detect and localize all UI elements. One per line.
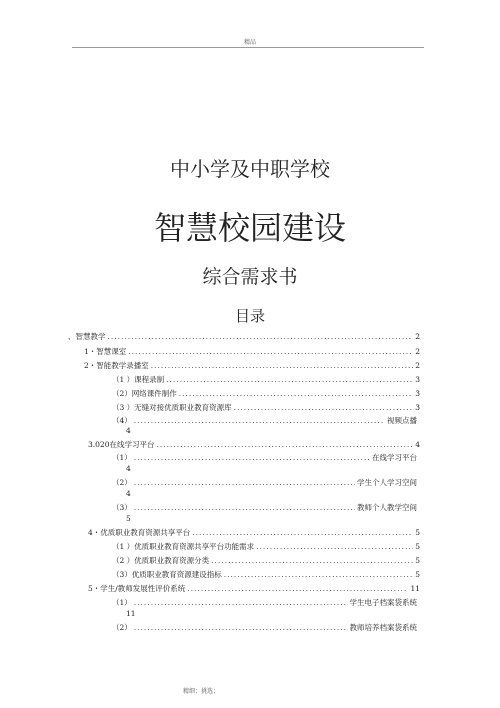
toc-entry-page: 2: [415, 347, 420, 356]
title-line-3: 综合需求书: [202, 266, 298, 288]
toc-leader: [234, 403, 414, 412]
toc-entry[interactable]: [112, 541, 420, 553]
page-header: 精品: [243, 39, 256, 46]
toc-entry-title: 学生个人学习空间: [357, 478, 417, 487]
toc-entry[interactable]: [112, 502, 417, 514]
toc-entry-page: 5: [415, 556, 420, 565]
toc-entry[interactable]: [112, 597, 417, 609]
toc-leader: [256, 542, 413, 551]
toc-title: 目录: [234, 307, 265, 325]
toc-leader: [156, 440, 413, 449]
toc-entry-label: 2・智能教学录播室: [84, 361, 149, 370]
toc-entry-page: 4: [415, 440, 420, 449]
toc-leader: [211, 556, 413, 565]
toc-entry-page: 11: [126, 609, 136, 618]
toc-leader: [224, 570, 413, 579]
toc-entry-label: （1）: [112, 598, 132, 607]
toc-entry-page: 2: [415, 361, 420, 370]
toc-entry-label: （1 ）优质职业教育资源共享平台功能需求: [112, 542, 255, 551]
toc-entry-title: 在线学习平台: [372, 453, 417, 462]
toc-leader: [134, 598, 348, 607]
toc-leader: [134, 453, 370, 462]
toc-entry[interactable]: [88, 439, 420, 451]
toc-entry[interactable]: [112, 477, 417, 489]
toc-entry-page: 4: [126, 464, 131, 473]
toc-entry-title: 教师个人教学空间: [357, 503, 417, 512]
toc-entry-label: （1 ）课程录制: [112, 375, 165, 384]
toc-entry-label: （3）优质职业教育资源建设指标: [112, 570, 222, 579]
toc-entry[interactable]: [112, 622, 417, 634]
toc-entry[interactable]: [112, 374, 420, 386]
toc-entry-page: 5: [415, 528, 420, 537]
toc-leader: [128, 347, 413, 356]
toc-entry-label: （2 ）优质职业教育资源分类: [112, 556, 210, 565]
toc-entry[interactable]: [112, 452, 417, 464]
toc-entry-page: 3: [415, 389, 420, 398]
header-divider: [72, 47, 424, 48]
toc-entry-label: 、智慧教学: [68, 332, 106, 341]
toc-entry[interactable]: [88, 583, 420, 595]
page-footer: 精细；挑选；: [183, 688, 220, 695]
toc-entry[interactable]: [68, 331, 420, 343]
toc-leader: [166, 375, 413, 384]
title-line-2: 智慧校园建设: [153, 209, 346, 247]
toc-entry[interactable]: [84, 360, 420, 372]
toc-entry-page: 4: [126, 426, 131, 435]
toc-entry-title: 教师培养档案袋系统: [349, 623, 417, 632]
toc-leader: [134, 623, 348, 632]
toc-entry[interactable]: [112, 569, 420, 581]
toc-entry-label: 4・优质职业教育资源共享平台: [88, 528, 191, 537]
toc-entry[interactable]: [112, 555, 420, 567]
toc-entry-label: （2）网络课件制作: [112, 389, 177, 398]
toc-entry[interactable]: [112, 415, 417, 427]
toc-entry-title: 视频点播: [387, 416, 417, 425]
toc-entry-label: （3 ）无缝对接优质职业教育资源库: [112, 403, 232, 412]
title-line-1: 中小学及中职学校: [170, 157, 330, 181]
toc-entry[interactable]: [112, 388, 420, 400]
toc-leader: [134, 503, 355, 512]
toc-entry-label: （3）: [112, 503, 132, 512]
toc-entry-page: 3: [415, 375, 420, 384]
toc-entry-label: 1・智慧课室: [84, 347, 127, 356]
toc-entry[interactable]: [112, 402, 420, 414]
toc-entry-page: 5: [415, 570, 420, 579]
toc-leader: [134, 478, 355, 487]
toc-entry-label: （1）: [112, 453, 132, 462]
toc-leader: [187, 584, 408, 593]
toc-entry-page: 4: [126, 489, 131, 498]
toc-entry-page: 11: [410, 584, 420, 593]
toc-leader: [192, 528, 413, 537]
toc-entry-label: 5・学生/教师发展性评价系统: [88, 584, 186, 593]
toc-entry-label: （2）: [112, 623, 132, 632]
toc-leader: [134, 416, 385, 425]
toc-entry[interactable]: [88, 527, 420, 539]
toc-entry-title: 学生电子档案袋系统: [349, 598, 417, 607]
toc-entry-label: （2）: [112, 478, 132, 487]
toc-entry-page: 5: [126, 514, 131, 523]
toc-leader: [151, 361, 413, 370]
toc-leader: [179, 389, 413, 398]
toc-entry-page: 3: [415, 403, 420, 412]
toc-leader: [108, 332, 414, 341]
toc-entry-label: （4）: [112, 416, 132, 425]
toc-entry-page: 5: [415, 542, 420, 551]
toc-entry-page: 2: [415, 332, 420, 341]
toc-entry-label: 3.020在线学习平台: [88, 440, 155, 449]
toc-entry[interactable]: [84, 346, 420, 358]
